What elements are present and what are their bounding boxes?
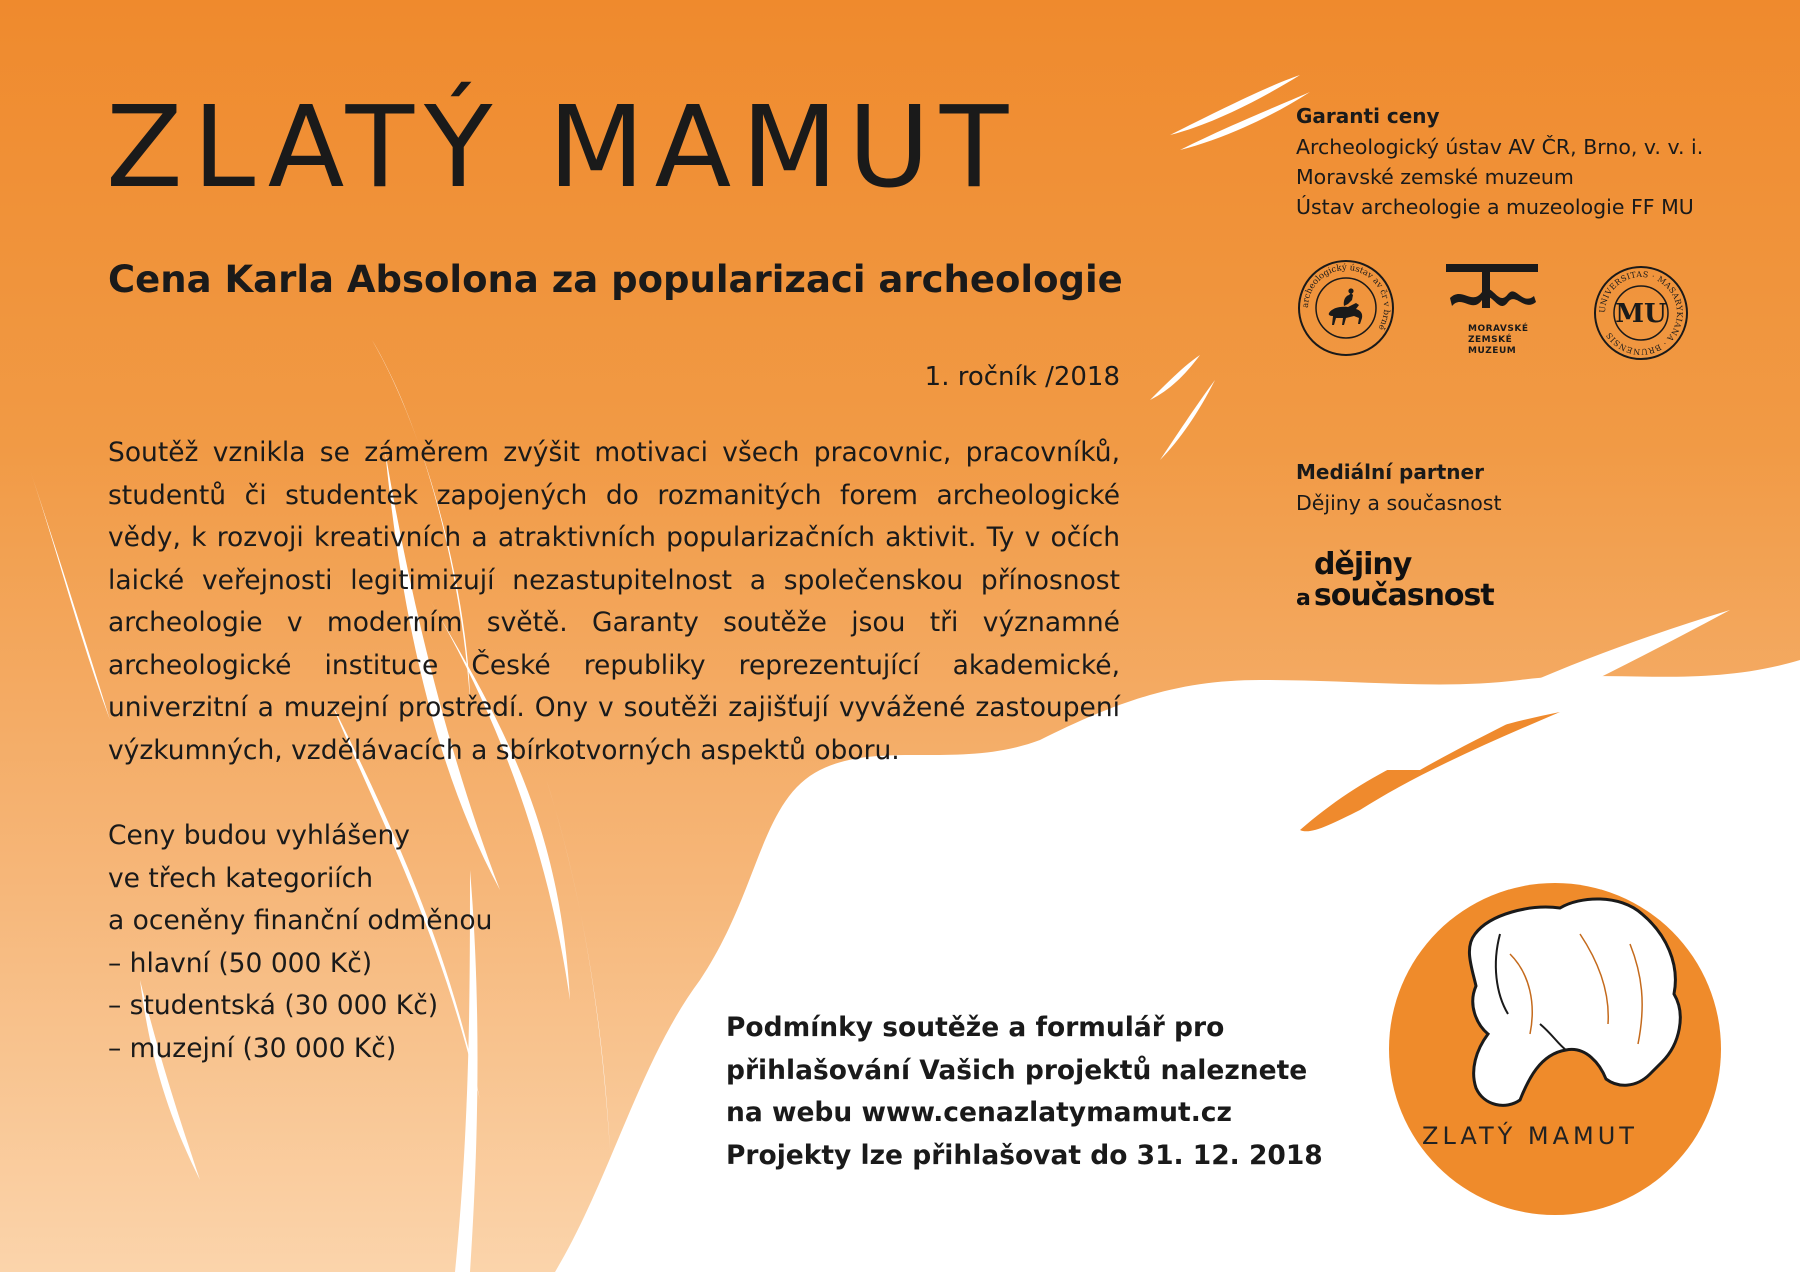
category-museum: – muzejní (30 000 Kč) (108, 1032, 397, 1064)
cta-line: na webu www.cenazlatymamut.cz (726, 1097, 1232, 1128)
mzm-line: MORAVSKÉ (1468, 324, 1529, 334)
dejiny-logo-line1: dějiny (1314, 547, 1412, 582)
categories-line: ve třech kategoriích (108, 862, 374, 894)
mu-ring-text: UNIVERSITAS · MASARYKIANA · BRUNENSIS (1597, 269, 1685, 357)
horse-rider-icon (1329, 288, 1362, 325)
categories-line: a oceněny finanční odměnou (108, 905, 493, 936)
guarantor-item: Ústav archeologie a muzeologie FF MU (1296, 195, 1694, 219)
call-to-action (726, 1007, 1323, 1177)
guarantors-section (1296, 104, 1703, 222)
mu-monogram: MU (1615, 299, 1667, 329)
guarantor-item: Moravské zemské muzeum (1296, 165, 1574, 189)
cta-line: Projekty lze přihlašovat do 31. 12. 2018 (726, 1139, 1323, 1171)
moravian-museum-logo (1442, 262, 1546, 357)
dejiny-logo-line2: současnost (1313, 578, 1494, 613)
aa-ring-text: archeologický ústav av čr v brně (1300, 262, 1392, 332)
mzm-line: ZEMSKÉ (1468, 335, 1513, 345)
edition-label: 1. ročník /2018 (924, 362, 1120, 392)
mzm-line: MUZEUM (1468, 346, 1517, 356)
page-title: ZLATÝ MAMUT (106, 83, 1019, 213)
guarantor-item: Archeologický ústav AV ČR, Brno, v. v. i. (1296, 135, 1704, 159)
mzm-mark-icon (1442, 262, 1546, 320)
media-partner-heading: Mediální partner (1296, 460, 1484, 484)
media-partner-name: Dějiny a současnost (1296, 491, 1502, 515)
badge-label: ZLATÝ MAMUT (1422, 1122, 1638, 1150)
cta-line: Podmínky soutěže a formulář pro (726, 1012, 1225, 1043)
media-partner-section (1296, 460, 1502, 518)
dejiny-logo (1296, 547, 1494, 615)
category-main: – hlavní (50 000 Kč) (108, 947, 373, 979)
cta-line: přihlašování Vašich projektů naleznete (726, 1054, 1308, 1086)
dejiny-logo-a: a (1296, 586, 1310, 611)
category-student: – studentská (30 000 Kč) (108, 990, 439, 1021)
page-subtitle: Cena Karla Absolona za popularizaci archeologie (108, 258, 1123, 301)
archeological-institute-logo (1296, 258, 1396, 362)
masaryk-university-logo (1592, 264, 1690, 366)
guarantors-heading: Garanti ceny (1296, 104, 1440, 128)
categories-line: Ceny budou vyhlášeny (108, 820, 410, 851)
prize-categories (108, 815, 492, 1070)
intro-paragraph: Soutěž vznikla se záměrem zvýšit motivaci všech pracovnic, pracovníků, studentů či studentek zapojených do rozmanitých forem archeologické vědy, k rozvoji kreativních a atraktivních popularizačních aktivit. Ty v očích laické veřejnosti legitimizují nezastupitelnost a společenskou přínosnost archeologie v moderním světě. Garanty soutěže jsou tři významné archeologické instituce České republiky reprezentující akademické, univerzitní a muzejní prostředí. Ony v soutěži zajišťují vyvážené zastoupení výzkumných, vzdělávacích a sbírkotvorných aspektů oboru. (108, 437, 1120, 766)
zlaty-mamut-badge (1380, 874, 1730, 1228)
